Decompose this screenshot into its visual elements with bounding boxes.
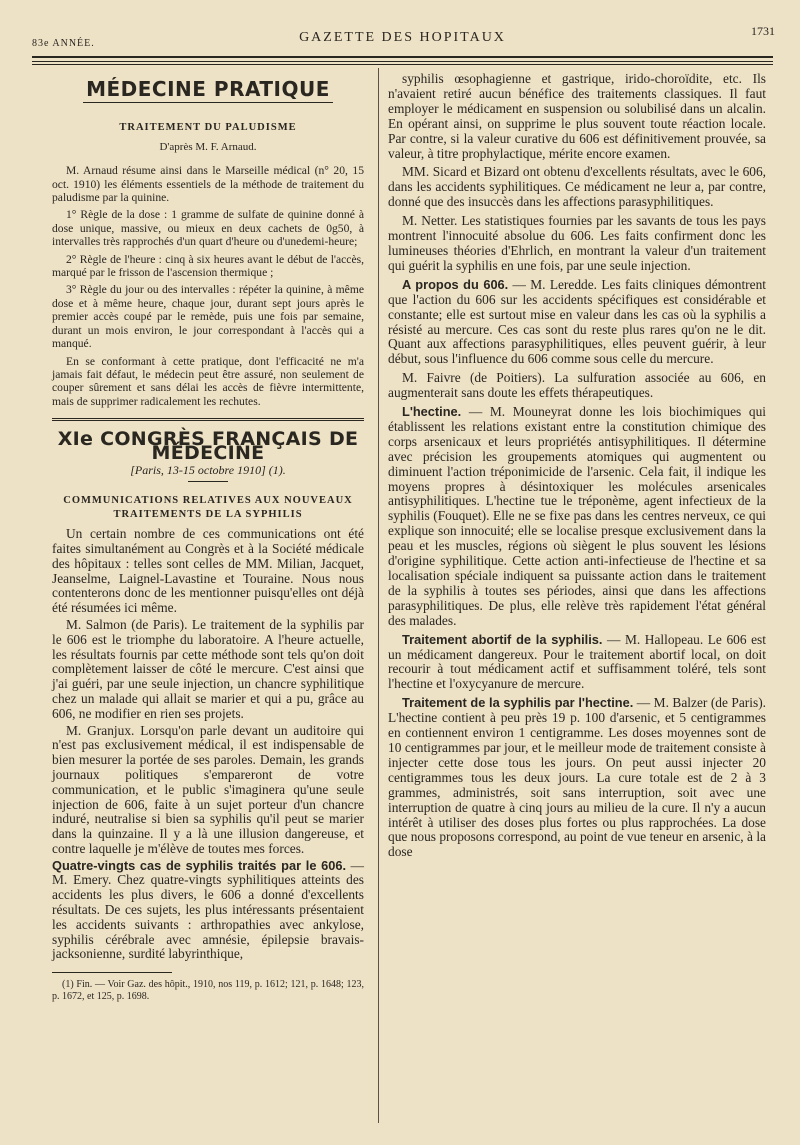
footnote-rule [52, 972, 172, 973]
paragraph: MM. Sicard et Bizard ont obtenu d'excellents résultats, avec le 606, dans les accidents syphilitiques. Ce médicament ne leur a, par contre, donné que des insuccès dans les affections parasyphilitiques. [388, 164, 766, 210]
paragraph-body: — M. Mouneyrat donne les lois biochimiques qui établissent les relations existant entre la constitution chimique des corps arsenicaux et leurs propriétés antisyphilitiques. Il détermine avec précision les groupements atomiques qui augmentent ou diminuent l'action tréponimicide de l'arsenic. Cela fait, il indique les moyens propres à désintoxiquer les molécules arsenicales antisyphilitiques. L'hectine tue le tréponème, agent infectieux de la syphilis (Fouquet). Elle ne se fixe pas dans les centres nerveux, ce qui explique son innocuité; elle se localise presque exclusivement dans la peau et les muscles, régions où siègent le plus souvent les lésions d'origine syphilitique. Cette action anti-infectieuse de l'hectine et sa localisation spéciale indiquent sa puissante action dans le traitement de la syphilis à toutes ses périodes, ainsi que dans les affections parasyphilitiques. De plus, elle relève très rapidement l'état général des malades. [388, 404, 766, 628]
section-rule [83, 102, 333, 103]
paragraph: En se conformant à cette pratique, dont l'efficacité ne m'a jamais fait défaut, le médecin peut être assuré, non seulement de couper sûrement et sans délai les accès de fièvre intermittente, mais de supprimer radicalement les rechutes. [52, 354, 364, 408]
header-rule [32, 56, 773, 62]
volume-year: 83e ANNÉE. [32, 38, 95, 49]
paragraph-body: — M. Balzer (de Paris). L'hectine contient à peu près 19 p. 100 d'arsenic, et 5 centigrammes en contiennent environ 1 centigramme. Les doses moyennes sont de 10 centigrammes par jour, et le meilleur mode de traitement consiste à injecter cette dose tous les jours. On peut aussi injecter 20 centigrammes tous les deux jours. La cure totale est de 2 à 3 grammes, administrés, soit sans interruption, soit avec une interruption de quatre à cinq jours au milieu de la cure. Il n'y a aucun intérêt à utiliser des doses plus fortes ou plus rapprochées. La dose que nous proposons correspond, au point de vue teneur en arsenic, à la dose [388, 695, 767, 860]
paragraph: M. Faivre (de Poitiers). La sulfuration associée au 606, en augmenterait sans doute les effets thérapeutiques. [388, 370, 766, 401]
right-column [388, 72, 766, 864]
paragraph-heading: A propos du 606. [402, 276, 509, 292]
paragraph-body: — M. Hallopeau. Le 606 est un médicament dangereux. Pour le traitement abortif local, on doit recourir à tout médicament actif et suffisamment toléré, tels sont l'hectine et l'oxycyanure de mercure. [388, 631, 766, 692]
header-rule-thin [32, 64, 773, 65]
column-separator [378, 68, 379, 1123]
congress-text [52, 527, 364, 962]
article-byline: D'après M. F. Arnaud. [159, 140, 257, 153]
article-title-syphilis: COMMUNICATIONS RELATIVES AUX NOUVEAUX TRAITEMENTS DE LA SYPHILIS [63, 495, 353, 520]
footnote: (1) Fin. — Voir Gaz. des hôpit., 1910, nos 119, p. 1612; 121, p. 1648; 123, p. 1672, et 125, p. 1698. [52, 979, 364, 1003]
paragraph [388, 633, 766, 693]
page-number: 1731 [751, 24, 775, 38]
paragraph-body: — M. Leredde. Les faits cliniques démontrent que l'action du 606 sur les accidents spécifiques est considérable et constante; elle est surtout mise en valeur dans les cas où la syphilis a résisté au mercure. Ces cas sont du reste plus rares qu'on ne le dit. Quant aux affections parasyphilitiques, elles peuvent guérir, à leur début, sous l'influence du 606 comme sous celle du mercure. [388, 276, 766, 367]
paragraph: M. Arnaud résume ainsi dans le Marseille médical (n° 20, 15 oct. 1910) les éléments essentiels de la méthode de traitement du paludisme par la quinine. [52, 164, 364, 205]
short-rule [188, 481, 228, 482]
paragraph: 3° Règle du jour ou des intervalles : répéter la quinine, à même dose et à même heure, chaque jour, durant sept jours après le premier accès coupé par le remède, puis une fois par semaine, durant un mois environ, le jour correspondant à l'accès qui a manqué. [52, 283, 364, 351]
paragraph: 1° Règle de la dose : 1 gramme de sulfate de quinine donné à dose unique, massive, ou mieux en deux cachets de 0g50, à intervalles très rapprochés d'un quart d'heure ou d'unedemi-heure; [52, 208, 364, 249]
paragraph-heading: Traitement abortif de la syphilis. [402, 631, 603, 647]
paragraph-heading: L'hectine. [402, 404, 462, 420]
paragraph: Un certain nombre de ces communications ont été faites simultanément au Congrès et à la Société médicale des hôpitaux : telles sont celles de MM. Milian, Jacquet, Jeanselme, Laignel-Lavastine et Touraine. Nous nous contenterons donc de les mentionner puisqu'elles ont déjà été résumées ici même. [52, 526, 364, 616]
paragraph-heading: Traitement de la syphilis par l'hectine. [402, 695, 634, 711]
paragraph [52, 859, 364, 963]
paragraph: M. Netter. Les statistiques fournies par les savants de tous les pays montrent l'innocuité absolue du 606. Les faits confirment donc les lumineuses théories d'Ehrlich, en montrant la valeur d'un traitement qui guérit la syphilis en une fois, par une seule injection. [388, 213, 766, 273]
congress-title: XIe CONGRÈS FRANÇAIS DE MÉDECINE [57, 428, 359, 464]
paragraph: syphilis œsophagienne et gastrique, irido-choroïdite, etc. Ils n'avaient retiré aucun bénéfice des traitements classiques. Il faut employer le médicament en suspension ou solubilisé dans un alcalin. En opérant ainsi, on supprime le plus souvent toute réaction locale. Par contre, si la valeur curative du 606 est définitivement prouvée, sa valeur, à titre prophylactique, mérite encore examen. [388, 71, 766, 161]
paragraph [388, 405, 766, 629]
paragraph-heading: Quatre-vingts cas de syphilis traités par le 606. [52, 857, 347, 873]
section-divider [52, 418, 364, 421]
left-column [52, 75, 364, 1003]
paragraph-body: — M. Emery. Chez quatre-vingts syphilitiques atteints des accidents les plus divers, le 606 a donné d'excellents résultats. De ces sujets, les plus intéressants présentaient les accidents suivants : arthropathies avec ankylose, syphilis cérébrale avec amnésie, épilepsie bravais-jacksonienne, surdité labyrinthique, [52, 857, 364, 962]
paragraph: 2° Règle de l'heure : cinq à six heures avant le début de l'accès, marqué par le frisson de l'ascension thermique ; [52, 252, 364, 280]
journal-title: GAZETTE DES HOPITAUX [299, 30, 506, 45]
congress-place: [Paris, 13-15 octobre 1910] (1). [130, 462, 286, 477]
paragraph [388, 696, 766, 860]
paragraph: M. Salmon (de Paris). Le traitement de la syphilis par le 606 est le triomphe du laboratoire. A l'heure actuelle, les résultats fournis par cette méthode sont tels qu'on doit complètement laisser de côté le mercure. C'est ainsi que j'ai guéri, par une seule injection, un chancre syphilitique chez un malade qui allait se marier et qui a pu, grâce au 606, ne modifier en rien ses projets. [52, 616, 364, 721]
article-title-paludisme: TRAITEMENT DU PALUDISME [119, 122, 297, 134]
page-header [30, 24, 775, 50]
paragraph: M. Granjux. Lorsqu'on parle devant un auditoire qui n'est pas exclusivement médical, il est indispensable de bien mesurer la portée de ses paroles. Demain, les grands journaux politiques s'empareront de votre communication, et le public s'imaginera qu'une seule injection de 606, faite à un sujet porteur d'un chancre induré, neutralise si bien sa syphilis qu'il peut se marier dans la quinzaine. Il y a là une illusion dangereuse, et contre laquelle je m'élève de toutes mes forces. [52, 722, 364, 856]
paragraph [388, 278, 766, 367]
section-title: MÉDECINE PRATIQUE [86, 77, 330, 101]
